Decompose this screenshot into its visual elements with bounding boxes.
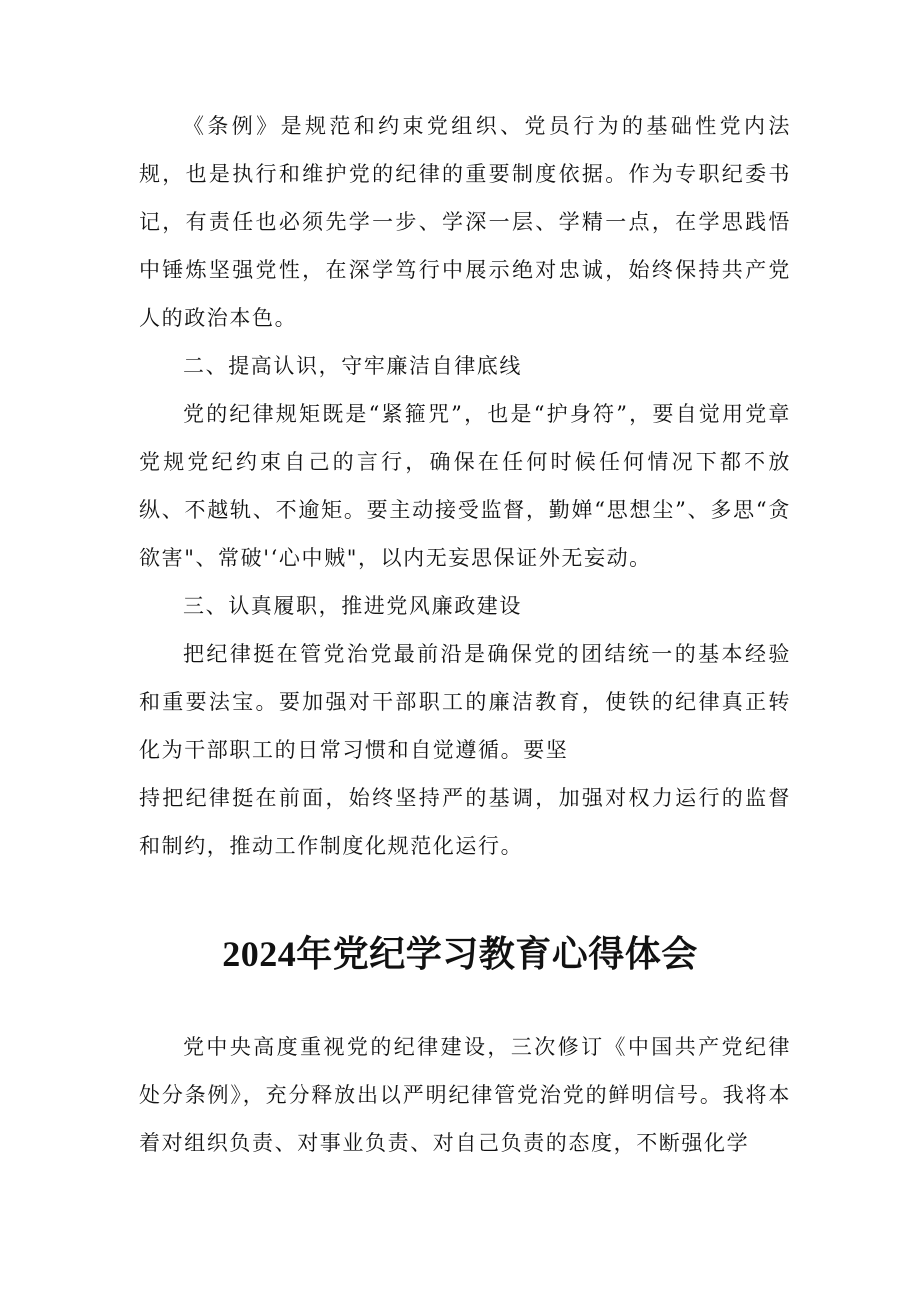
paragraph-duty-part-one: 把纪律挺在管党治党最前沿是确保党的团结统一的基本经验和重要法宝。要加强对干部职工的廉洁教育，使铁的纪律真正转化为干部职工的日常习惯和自觉遵循。要坚 <box>139 642 791 762</box>
paragraph-central-committee: 党中央高度重视党的纪律建设，三次修订《中国共产党纪律处分条例》，充分释放出以严明纪律管党治党的鲜明信号。我将本着对组织负责、对事业负责、对自己负责的态度，不断强化学 <box>139 1035 791 1155</box>
bottom-text-block <box>139 1023 791 1167</box>
section-heading-three: 三、认真履职，推进党风廉政建设 <box>183 594 522 618</box>
top-text-block <box>139 102 791 870</box>
paragraph-regulations-intro: 《条例》是规范和约束党组织、党员行为的基础性党内法规，也是执行和维护党的纪律的重要制度依据。作为专职纪委书记，有责任也必须先学一步、学深一层、学精一点，在学思践悟中锤炼坚强党性，在深学笃行中展示绝对忠诚，始终保持共产党人的政治本色。 <box>139 114 791 330</box>
paragraph-discipline-rules: 党的纪律规矩既是“紧箍咒”，也是“护身符”，要自觉用党章党规党纪约束自己的言行，确保在任何时候任何情况下都不放纵、不越轨、不逾矩。要主动接受监督，勤婵“思想尘”、多思“贪欲害"、常破'‘心中贼"，以内无妄思保证外无妄动。 <box>139 402 791 570</box>
document-title: 2024年党纪学习教育心得体会 <box>222 934 698 974</box>
section-heading-two: 二、提高认识，守牢廉洁自律底线 <box>183 354 522 378</box>
paragraph-duty-part-two: 持把纪律挺在前面，始终坚持严的基调，加强对权力运行的监督和制约，推动工作制度化规范化运行。 <box>139 786 791 858</box>
